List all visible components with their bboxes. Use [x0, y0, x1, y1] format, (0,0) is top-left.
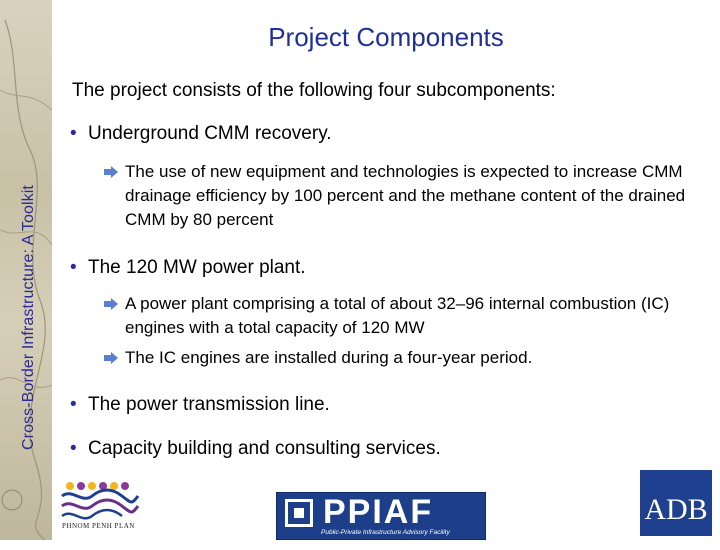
- bullet-dot-icon: •: [70, 394, 77, 415]
- ppiaf-square-icon: [285, 499, 313, 527]
- bullet-dot-icon: •: [70, 257, 77, 278]
- intro-text: The project consists of the following four subcomponents:: [72, 80, 556, 101]
- sub-item: [104, 292, 714, 340]
- bullet-item: [70, 438, 441, 460]
- bullet-text: Capacity building and consulting services.: [88, 438, 441, 459]
- sub-item: [104, 346, 714, 370]
- ppiaf-name: PPIAF: [323, 493, 434, 531]
- sub-item-text: The IC engines are installed during a four-year period.: [125, 348, 533, 367]
- arrow-right-icon: [104, 298, 118, 310]
- ppiaf-logo: [276, 492, 486, 540]
- bullet-dot-icon: •: [70, 123, 77, 144]
- bullet-text: Underground CMM recovery.: [88, 123, 332, 144]
- bullet-dot-icon: •: [70, 438, 77, 459]
- bullet-text: The power transmission line.: [88, 394, 330, 415]
- ppiaf-subtitle: Public-Private Infrastructure Advisory Facility: [321, 529, 450, 536]
- sub-item-text: The use of new equipment and technologies is expected to increase CMM drainage efficiency by 100 percent and the methane content of the drained CMM by 80 percent: [125, 162, 686, 229]
- bullet-item: [70, 394, 330, 416]
- sub-item: [104, 160, 714, 232]
- sub-item-text: A power plant comprising a total of about 32–96 internal combustion (IC) engines with a total capacity of 120 MW: [125, 294, 670, 337]
- arrow-right-icon: [104, 352, 118, 364]
- logo-caption: PHNOM PENH PLAN: [62, 522, 135, 530]
- adb-logo: ADB: [640, 470, 712, 536]
- arrow-right-icon: [104, 166, 118, 178]
- bullet-text: The 120 MW power plant.: [88, 257, 306, 278]
- bullet-item: [70, 257, 306, 279]
- bullet-item: [70, 123, 332, 145]
- page-title: Project Components: [268, 22, 504, 52]
- sidebar-title: Cross-Border Infrastructure: A Toolkit: [20, 185, 37, 450]
